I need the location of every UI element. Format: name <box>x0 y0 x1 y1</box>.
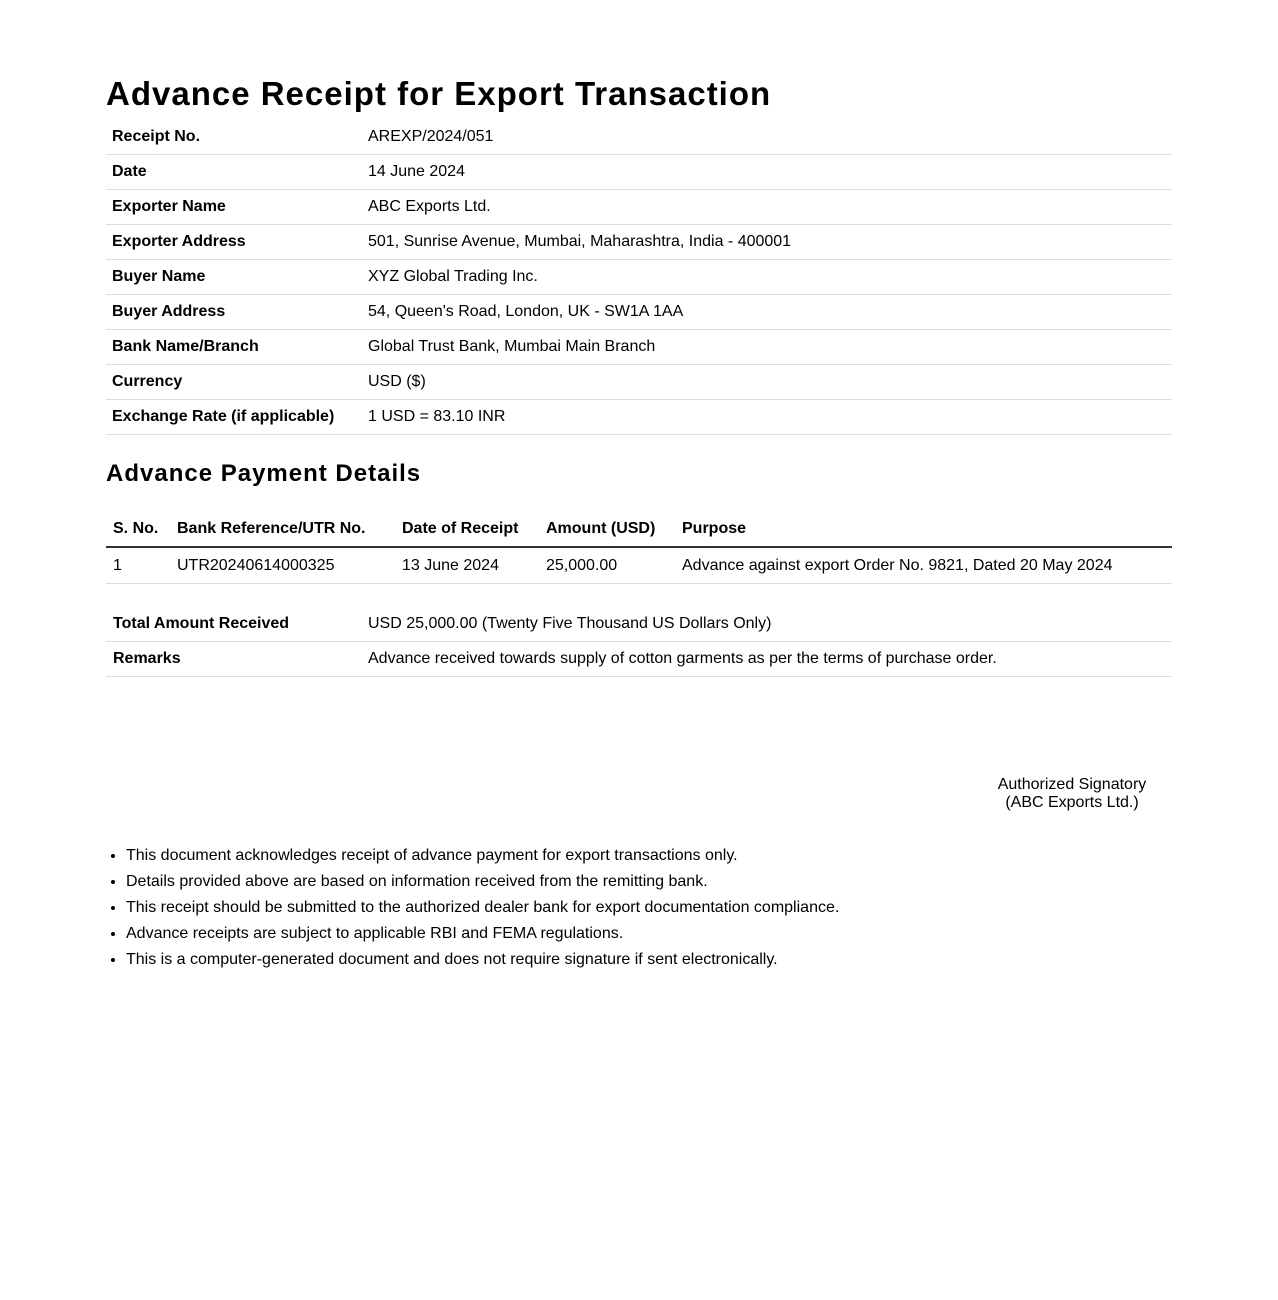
authorized-signatory <box>960 776 1184 812</box>
info-row-date <box>106 155 1172 190</box>
signatory-company: (ABC Exports Ltd.) <box>1005 794 1139 811</box>
info-label: Buyer Address <box>106 295 362 330</box>
cell-bank-reference: UTR20240614000325 <box>170 547 395 584</box>
info-label: Exchange Rate (if applicable) <box>106 400 362 435</box>
info-row-receipt-no <box>106 120 1172 155</box>
receipt-info-table <box>106 120 1172 435</box>
cell-s-no: 1 <box>106 547 170 584</box>
total-amount-row <box>106 607 1172 642</box>
info-label: Currency <box>106 365 362 400</box>
info-label: Buyer Name <box>106 260 362 295</box>
signatory-title: Authorized Signatory <box>997 776 1147 793</box>
list-item: • Details provided above are based on information received from the remitting bank. <box>126 869 839 895</box>
info-label: Date <box>106 155 362 190</box>
info-label: Exporter Name <box>106 190 362 225</box>
info-row-exchange-rate <box>106 400 1172 435</box>
cell-date-of-receipt: 13 June 2024 <box>395 547 539 584</box>
info-value: ABC Exports Ltd. <box>362 190 1172 225</box>
info-row-exporter-name <box>106 190 1172 225</box>
payment-details-table <box>106 512 1172 584</box>
list-item: • This is a computer-generated document and does not require signature if sent electronically. <box>126 947 839 973</box>
info-value: Global Trust Bank, Mumbai Main Branch <box>362 330 1172 365</box>
info-row-bank <box>106 330 1172 365</box>
cell-amount: 25,000.00 <box>539 547 675 584</box>
info-value: 14 June 2024 <box>362 155 1172 190</box>
info-value: XYZ Global Trading Inc. <box>362 260 1172 295</box>
info-value: 501, Sunrise Avenue, Mumbai, Maharashtra, India - 400001 <box>362 225 1172 260</box>
remarks-value: Advance received towards supply of cotton garments as per the terms of purchase order. <box>361 642 1172 677</box>
notes-list <box>106 843 839 973</box>
info-value: USD ($) <box>362 365 1172 400</box>
info-value: AREXP/2024/051 <box>362 120 1172 155</box>
info-value: 54, Queen's Road, London, UK - SW1A 1AA <box>362 295 1172 330</box>
info-label: Receipt No. <box>106 120 362 155</box>
info-label: Bank Name/Branch <box>106 330 362 365</box>
cell-purpose: Advance against export Order No. 9821, Dated 20 May 2024 <box>675 547 1172 584</box>
total-amount-label: Total Amount Received <box>106 607 361 642</box>
remarks-row <box>106 642 1172 677</box>
info-row-buyer-address <box>106 295 1172 330</box>
header-bank-reference: Bank Reference/UTR No. <box>170 512 395 547</box>
header-purpose: Purpose <box>675 512 1172 547</box>
page-title: Advance Receipt for Export Transaction <box>106 75 772 112</box>
info-row-exporter-address <box>106 225 1172 260</box>
info-row-buyer-name <box>106 260 1172 295</box>
list-item: • This receipt should be submitted to the authorized dealer bank for export documentation compliance. <box>126 895 839 921</box>
info-label: Exporter Address <box>106 225 362 260</box>
header-s-no: S. No. <box>106 512 170 547</box>
header-amount: Amount (USD) <box>539 512 675 547</box>
info-value: 1 USD = 83.10 INR <box>362 400 1172 435</box>
total-amount-value: USD 25,000.00 (Twenty Five Thousand US Dollars Only) <box>361 607 1172 642</box>
list-item: • Advance receipts are subject to applicable RBI and FEMA regulations. <box>126 921 839 947</box>
payment-section-title: Advance Payment Details <box>106 460 422 487</box>
header-date-of-receipt: Date of Receipt <box>395 512 539 547</box>
payment-header-row <box>106 512 1172 547</box>
info-row-currency <box>106 365 1172 400</box>
table-row <box>106 547 1172 584</box>
totals-table <box>106 607 1172 677</box>
list-item: • This document acknowledges receipt of advance payment for export transactions only. <box>126 843 839 869</box>
remarks-label: Remarks <box>106 642 361 677</box>
